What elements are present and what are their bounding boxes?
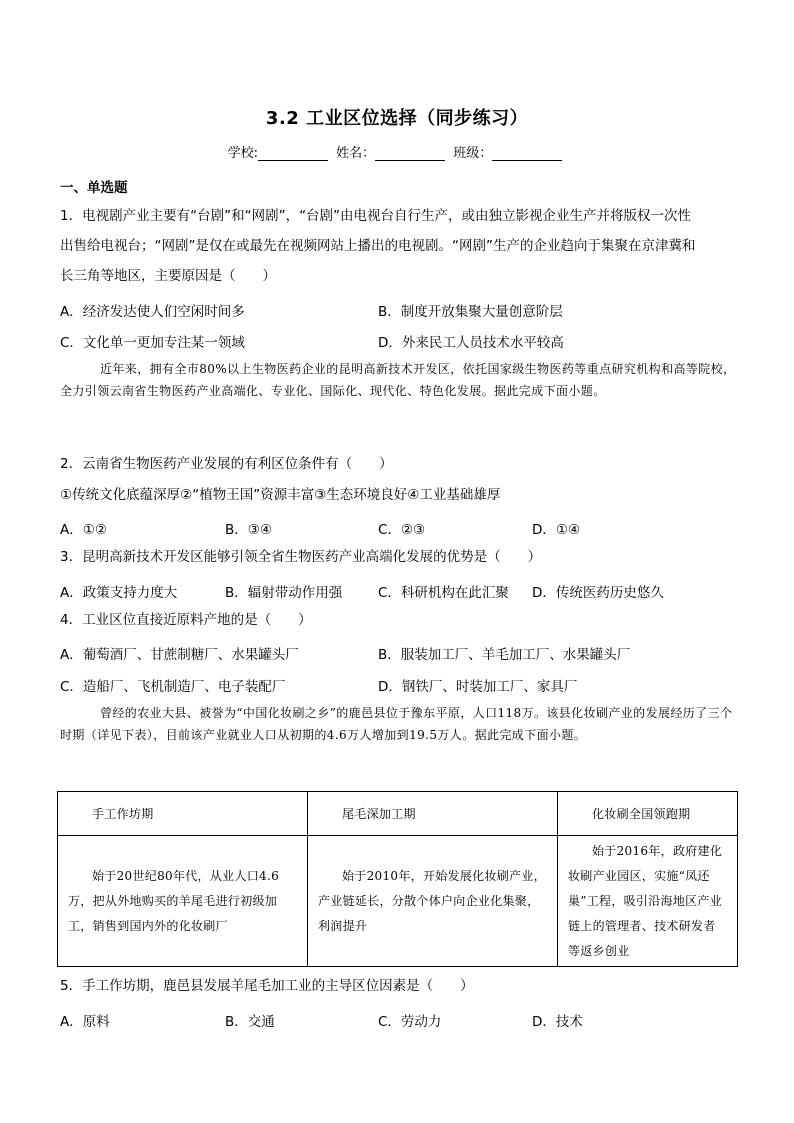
passage-2: 曾经的农业大县、被誉为“中国化妆刷之乡”的鹿邑县位于豫东平原，人口118万。该县化妆刷产业的发展经历了三个时期（详见下表），目前该产业就业人口从初期的4.6万人增加到19.5万人。据此完成下面小题。 (60, 706, 733, 742)
q3-option-d[interactable]: D．传统医药历史悠久 (532, 585, 664, 601)
class-label: 班级： (453, 146, 493, 161)
passage-1: 近年来，拥有全市80%以上生物医药企业的昆明高新技术开发区，依托国家级生物医药等重点研究机构和高等院校，全力引领云南省生物医药产业高端化、专业化、国际化、现代化、特色化发展。据此完成下面小题。 (60, 362, 736, 398)
q2-option-c[interactable]: C．②③ (378, 522, 426, 538)
table-cell: 始于2016年，政府建化妆刷产业园区，实施“凤还巢”工程，吸引沿海地区产业链上的管理者、技术研发者等返乡创业 (558, 836, 738, 967)
table-cell: 始于2010年，开始发展化妆刷产业，产业链延长，分散个体户向企业化集聚，利润提升 (308, 836, 558, 967)
school-blank[interactable] (258, 146, 328, 161)
table-header-row (58, 792, 738, 836)
q5-stem: 5．手工作坊期，鹿邑县发展羊尾毛加工业的主导区位因素是（ ） (60, 978, 474, 994)
q2-items: ①传统文化底蕴深厚②“植物王国”资源丰富③生态环境良好④工业基础雄厚 (60, 487, 501, 503)
q2-stem: 2．云南省生物医药产业发展的有利区位条件有（ ） (60, 456, 393, 472)
page-title: 3.2 工业区位选择（同步练习） (265, 108, 529, 129)
q4-option-a[interactable]: A．葡萄酒厂、甘蔗制糖厂、水果罐头厂 (60, 647, 299, 663)
table-header-cell: 尾毛深加工期 (308, 792, 558, 836)
q4-option-c[interactable]: C．造船厂、飞机制造厂、电子装配厂 (60, 679, 286, 695)
q1-option-b[interactable]: B．制度开放集聚大量创意阶层 (378, 304, 563, 320)
development-stage-table (57, 791, 738, 967)
table-header-cell: 手工作坊期 (58, 792, 308, 836)
q2-option-b[interactable]: B．③④ (225, 522, 272, 538)
table-cell: 始于20世纪80年代，从业人口4.6万，把从外地购买的羊尾毛进行初级加工，销售到国内外的化妆刷厂 (58, 836, 308, 967)
q5-option-c[interactable]: C．劳动力 (378, 1014, 442, 1030)
q1-option-c[interactable]: C．文化单一更加专注某一领域 (60, 335, 245, 351)
section-heading: 一、单选题 (60, 180, 128, 196)
table-header-cell: 化妆刷全国领跑期 (558, 792, 738, 836)
q3-option-a[interactable]: A．政策支持力度大 (60, 585, 178, 601)
q1-option-d[interactable]: D．外来民工人员技术水平较高 (378, 335, 564, 351)
q1-stem-line1: 1．电视剧产业主要有“台剧”和“网剧”，“台剧”由电视台自行生产，或由独立影视企业生产并将版权一次性 (60, 208, 692, 224)
q2-option-a[interactable]: A．①② (60, 522, 107, 538)
name-blank[interactable] (375, 146, 445, 161)
class-blank[interactable] (492, 146, 562, 161)
school-label: 学校: (227, 146, 259, 161)
table-row (58, 836, 738, 967)
q3-option-b[interactable]: B．辐射带动作用强 (225, 585, 343, 601)
q4-option-d[interactable]: D．钢铁厂、时装加工厂、家具厂 (378, 679, 578, 695)
q1-stem-line2: 出售给电视台；“网剧”是仅在或最先在视频网站上播出的电视剧。“网剧”生产的企业趋向于集聚在京津冀和 (60, 238, 696, 254)
name-label: 姓名： (336, 146, 376, 161)
q3-option-c[interactable]: C．科研机构在此汇聚 (378, 585, 509, 601)
q1-stem-line3: 长三角等地区，主要原因是（ ） (60, 268, 276, 284)
student-info-line (0, 142, 794, 161)
q5-option-a[interactable]: A．原料 (60, 1014, 110, 1030)
q3-stem: 3．昆明高新技术开发区能够引领全省生物医药产业高端化发展的优势是（ ） (60, 549, 542, 565)
q2-option-d[interactable]: D．①④ (532, 522, 581, 538)
q4-option-b[interactable]: B．服装加工厂、羊毛加工厂、水果罐头厂 (378, 647, 631, 663)
q5-option-b[interactable]: B．交通 (225, 1014, 275, 1030)
q4-stem: 4．工业区位直接近原料产地的是（ ） (60, 612, 312, 628)
q1-option-a[interactable]: A．经济发达使人们空闲时间多 (60, 304, 245, 320)
q5-option-d[interactable]: D．技术 (532, 1014, 583, 1030)
